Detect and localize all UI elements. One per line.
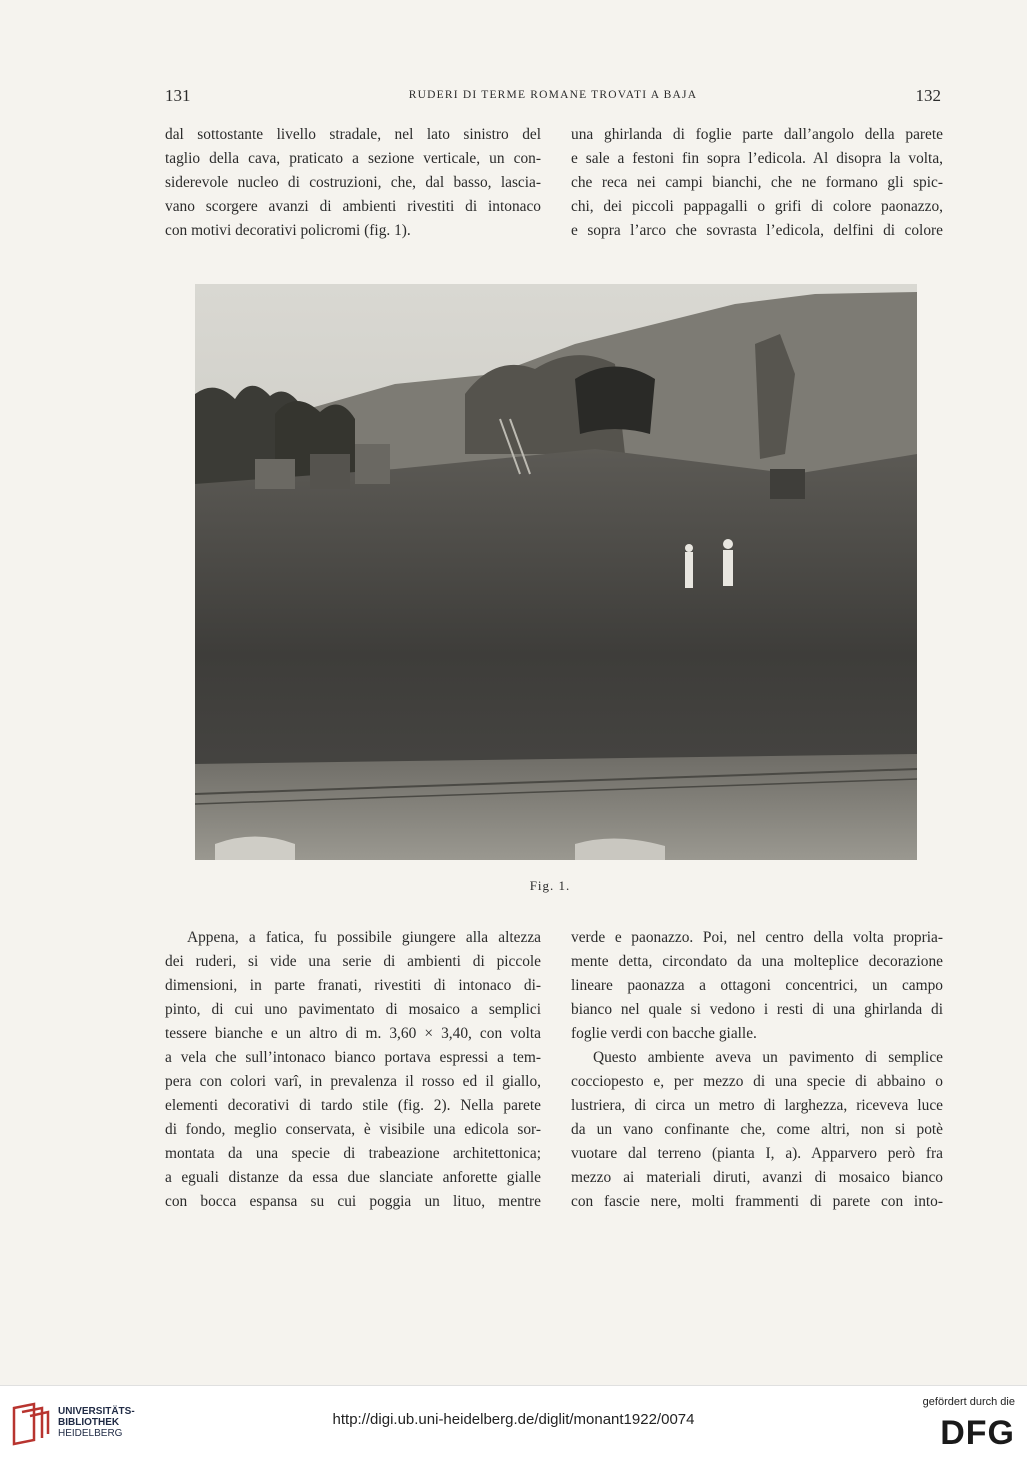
text-line: elementi decorativi di tardo stile (fig. 2). Nella parete bbox=[165, 1097, 541, 1114]
footer-bar bbox=[0, 1385, 1027, 1460]
text-line: chi, dei piccoli pappagalli o grifi di colore paonazzo, bbox=[571, 198, 943, 215]
text-line: taglio della cava, praticato a sezione verticale, un con- bbox=[165, 150, 541, 167]
text-line: dei ruderi, si vide una serie di ambienti di piccole bbox=[165, 953, 541, 970]
text-line: con motivi decorativi policromi (fig. 1). bbox=[165, 222, 411, 239]
running-title: RUDERI DI TERME ROMANE TROVATI A BAJA bbox=[408, 89, 698, 101]
library-name-line: BIBLIOTHEK bbox=[58, 1417, 120, 1428]
library-name-line: HEIDELBERG bbox=[58, 1428, 123, 1439]
text-line: mezzo ai materiali diruti, avanzi di mosaico bianco bbox=[571, 1169, 943, 1186]
text-line: una ghirlanda di foglie parte dall’angolo della parete bbox=[571, 126, 943, 143]
text-line: pera con colori varî, in prevalenza il rosso ed il giallo, bbox=[165, 1073, 541, 1090]
text-line: tessere bianche e un altro di m. 3,60 × 3,40, con volta bbox=[165, 1025, 541, 1042]
text-line: e sale a festoni fin sopra l’edicola. Al disopra la volta, bbox=[571, 150, 943, 167]
page-number-right: 132 bbox=[915, 86, 941, 105]
text-line: lustriera, di circa un metro di larghezza, riceveva luce bbox=[571, 1097, 943, 1114]
text-line: con fascie nere, molti frammenti di parete con into- bbox=[571, 1193, 943, 1210]
text-line: montata da una specie di trabeazione architettonica; bbox=[165, 1145, 541, 1162]
figure-photograph bbox=[195, 284, 917, 860]
text-line: bianco nel quale si vedono i resti di una ghirlanda di bbox=[571, 1001, 943, 1018]
text-line: a vela che sull’intonaco bianco portava espressi a tem- bbox=[165, 1049, 541, 1066]
figure-caption: Fig. 1. bbox=[529, 878, 571, 893]
top-left-column bbox=[165, 123, 541, 243]
text-line: vano scorgere avanzi di ambienti rivestiti di intonaco bbox=[165, 198, 541, 215]
bottom-right-column bbox=[571, 926, 943, 1214]
text-line: dimensioni, in parte franati, rivestiti di intonaco di- bbox=[165, 977, 541, 994]
text-line: mente detta, circondato da una molteplice decorazione bbox=[571, 953, 943, 970]
text-line: e sopra l’arco che sovrasta l’edicola, delfini di colore bbox=[571, 222, 943, 239]
running-header bbox=[165, 86, 941, 108]
library-name-line: UNIVERSITÄTS- bbox=[58, 1406, 135, 1417]
page-number-left: 131 bbox=[165, 86, 191, 105]
quarry-photo-illustration bbox=[195, 284, 917, 860]
text-line: vuotare dal terreno (pianta I, a). Apparvero però fra bbox=[571, 1145, 943, 1162]
text-line: foglie verdi con bacche gialle. bbox=[571, 1025, 757, 1042]
text-line: verde e paonazzo. Poi, nel centro della volta propria- bbox=[571, 929, 943, 946]
permalink-url[interactable]: http://digi.ub.uni-heidelberg.de/diglit/monant1922/0074 bbox=[332, 1411, 695, 1428]
text-line: Questo ambiente aveva un pavimento di semplice bbox=[593, 1049, 943, 1066]
text-line: con bocca espansa su cui poggia un lituo, mentre bbox=[165, 1193, 541, 1210]
text-line: siderevole nucleo di costruzioni, che, dal basso, lascia- bbox=[165, 174, 541, 191]
text-line: Appena, a fatica, fu possibile giungere alla altezza bbox=[187, 929, 541, 946]
text-line: pinto, di cui uno pavimentato di mosaico a semplici bbox=[165, 1001, 541, 1018]
text-line: a eguali distanze da essa due slanciate anforette gialle bbox=[165, 1169, 541, 1186]
dfg-logo: DFG bbox=[940, 1414, 1015, 1452]
text-line: dal sottostante livello stradale, nel lato sinistro del bbox=[165, 126, 541, 143]
text-line: che reca nei campi bianchi, che ne formano gli spic- bbox=[571, 174, 943, 191]
bottom-left-column bbox=[165, 926, 541, 1214]
text-line: cocciopesto e, per mezzo di una specie di abbaino o bbox=[571, 1073, 943, 1090]
sponsor-label: gefördert durch die bbox=[922, 1396, 1015, 1408]
text-line: da un vano confinante che, come altri, non si potè bbox=[571, 1121, 943, 1138]
top-right-column bbox=[571, 123, 943, 243]
text-line: lineare paonazza a ottagoni concentrici, un campo bbox=[571, 977, 943, 994]
text-line: di fondo, meglio conservata, è visibile una edicola sor- bbox=[165, 1121, 541, 1138]
